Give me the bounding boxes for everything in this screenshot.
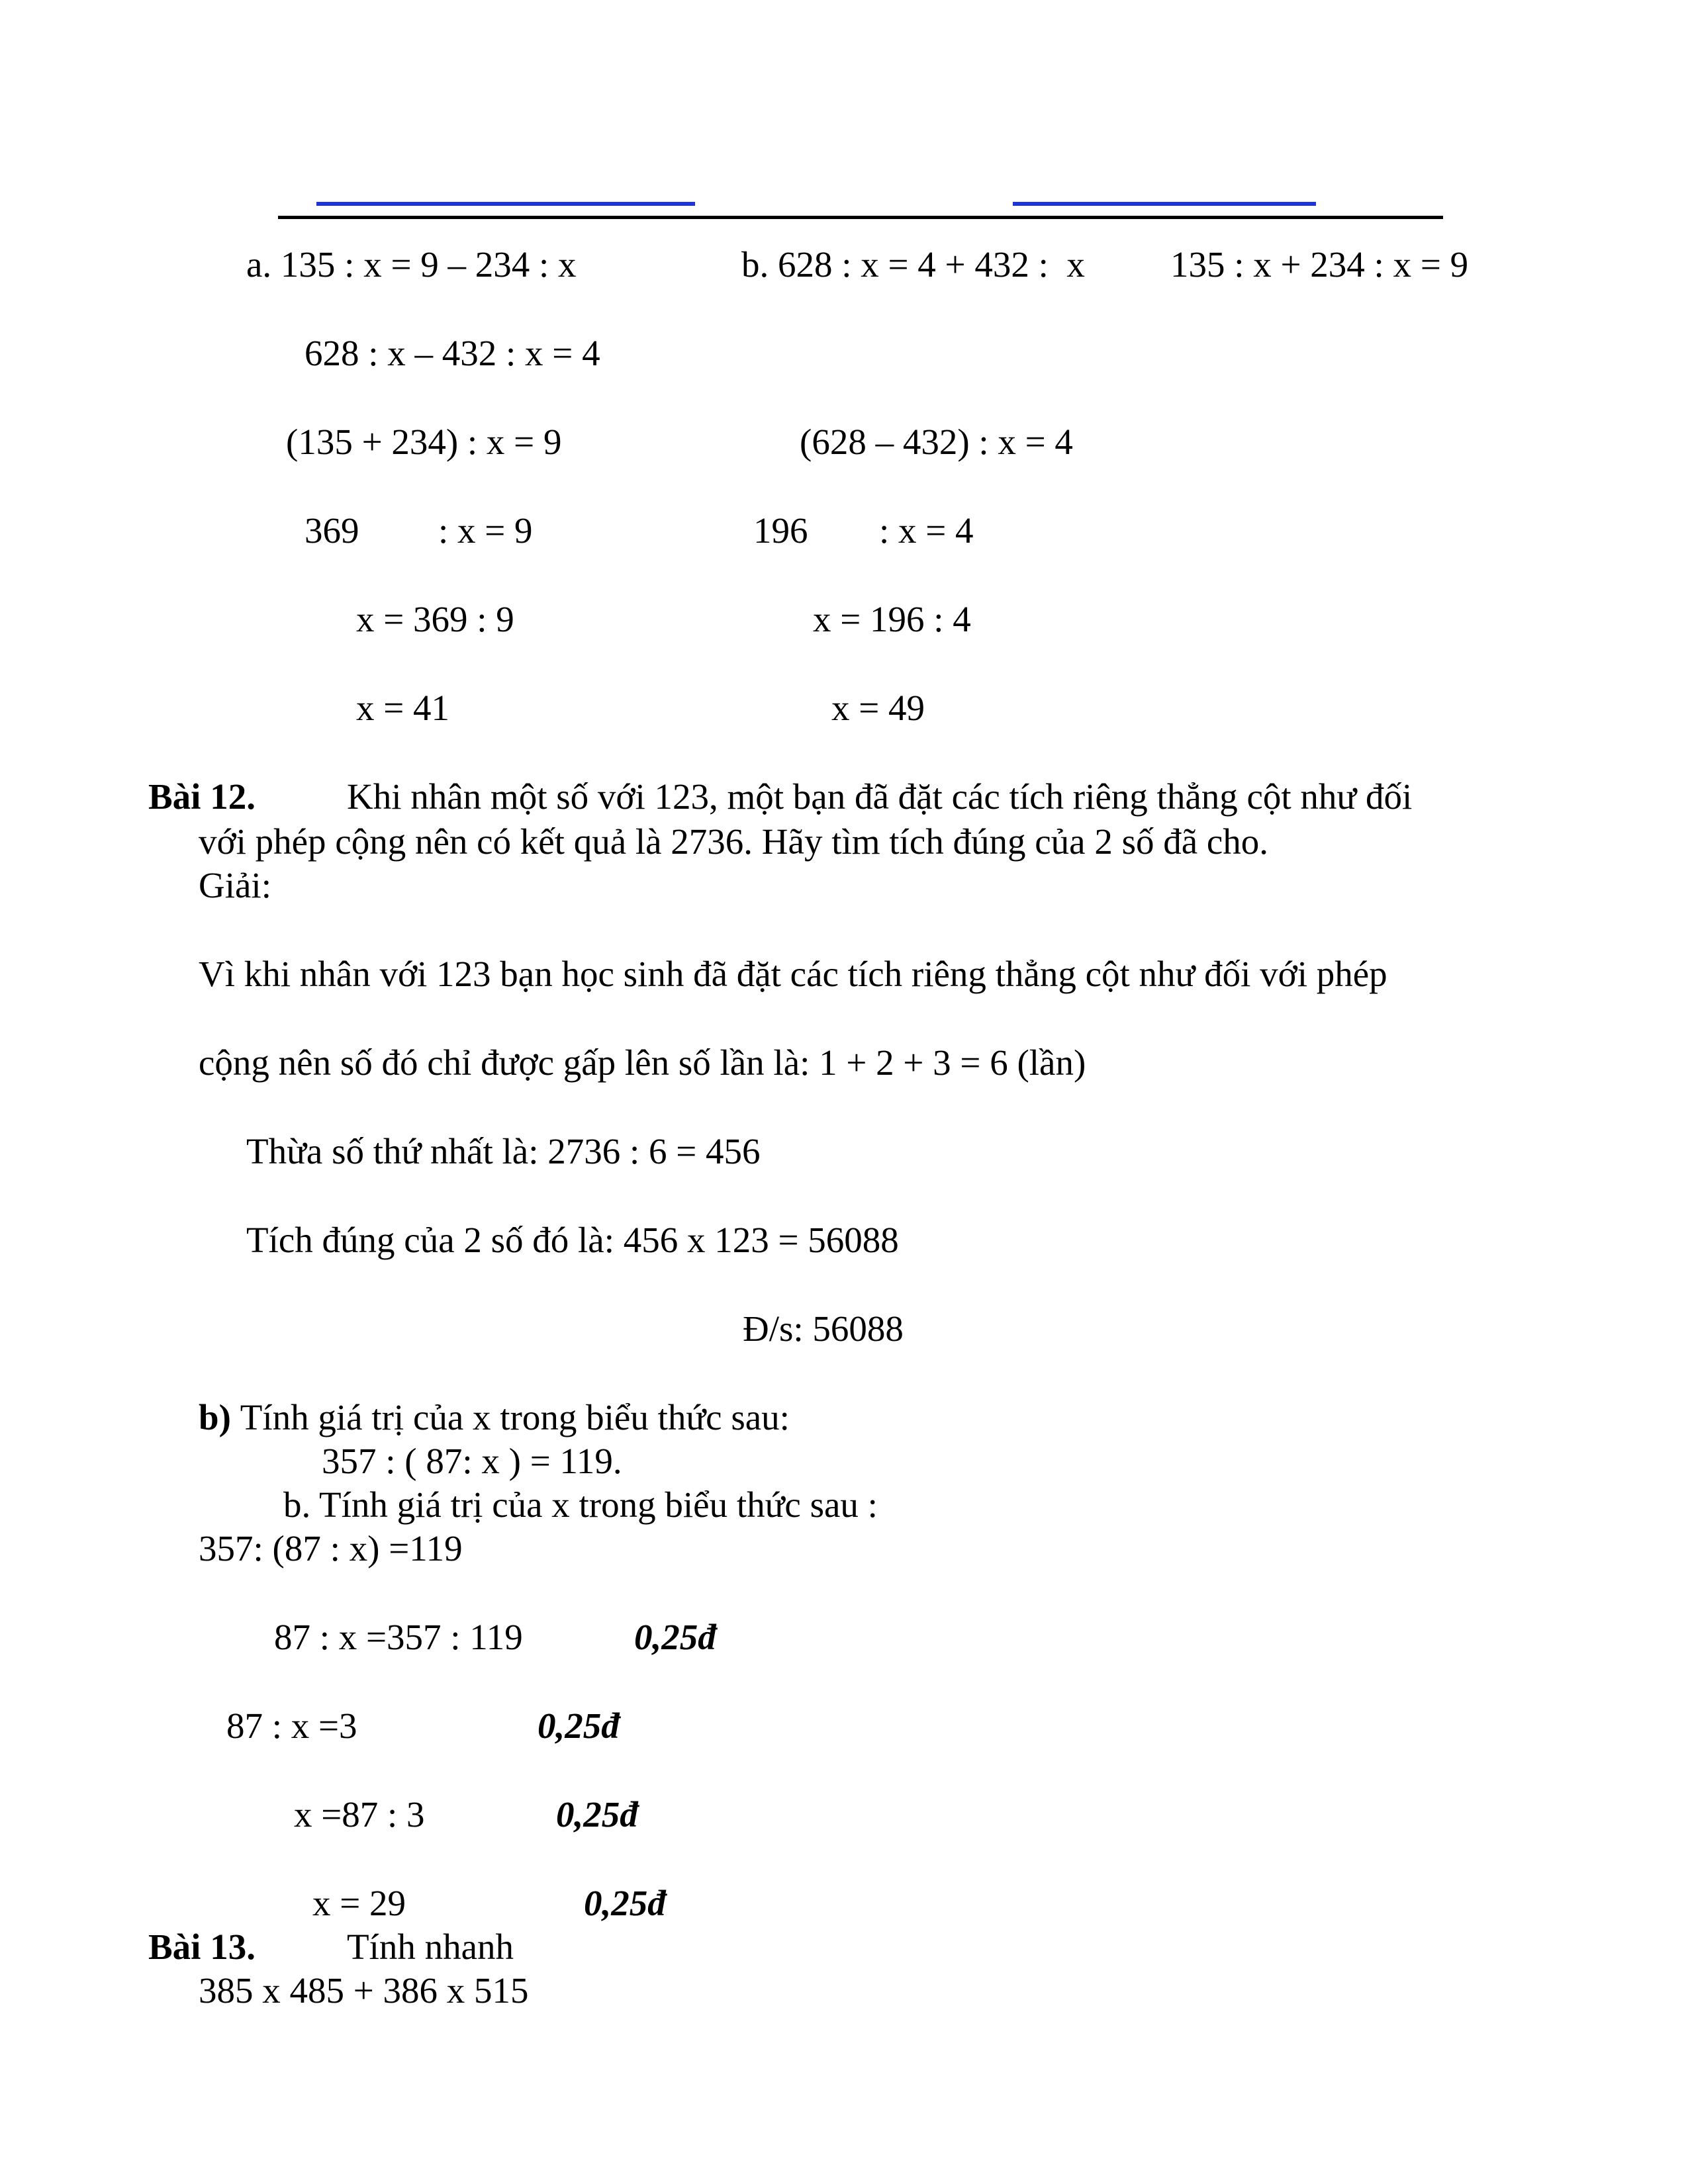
part-b-step1: 87 : x =357 : 119 [274,1617,523,1657]
header-link-right[interactable] [1013,202,1316,206]
ex11-a-equation: a. 135 : x = 9 – 234 : x [246,244,577,285]
ex13-expression: 385 x 485 + 386 x 515 [199,1970,529,2011]
part-b-step4-score: 0,25đ [584,1883,666,1923]
part-b-expression: 357 : ( 87: x ) = 119. [322,1441,622,1481]
ex13-title: Tính nhanh [347,1927,514,1967]
ex11-a-result: x = 41 [356,688,450,728]
part-b-step2-score: 0,25đ [538,1706,620,1746]
part-b-question: Tính giá trị của x trong biểu thức sau: [232,1397,790,1437]
ex12-problem-line2: với phép cộng nên có kết quả là 2736. Hãy tìm tích đúng của 2 số đã cho. [199,821,1269,862]
ex11-b-step2-rest: : x = 4 [879,510,974,551]
ex12-solution-line1: Vì khi nhân với 123 bạn học sinh đã đặt các tích riêng thẳng cột như đối với phép [199,954,1387,994]
ex11-b-step1: (628 – 432) : x = 4 [800,422,1073,462]
part-b-step2: 87 : x =3 [226,1706,357,1746]
ex11-a-step2-rest: : x = 9 [438,510,533,551]
ex11-b-step3: x = 196 : 4 [813,599,971,639]
part-b-expression-2: 357: (87 : x) =119 [199,1528,463,1569]
ex11-a-step1: (135 + 234) : x = 9 [286,422,562,462]
part-b-question-2: b. Tính giá trị của x trong biểu thức sau : [283,1484,878,1525]
ex11-a-step3: x = 369 : 9 [356,599,514,639]
part-b-step3: x =87 : 3 [294,1794,425,1835]
ex12-solution-line3: Thừa số thứ nhất là: 2736 : 6 = 456 [246,1131,761,1171]
header-link-left[interactable] [316,202,695,206]
ex12-problem-line1: Khi nhân một số với 123, một bạn đã đặt các tích riêng thẳng cột như đối [347,776,1413,817]
part-b-step1-score: 0,25đ [634,1617,716,1657]
ex12-solution-line4: Tích đúng của 2 số đó là: 456 x 123 = 56088 [246,1220,899,1260]
part-b-label: b) [199,1397,231,1437]
ex13-label: Bài 13. [148,1927,256,1967]
ex11-b-rewrite: 628 : x – 432 : x = 4 [305,333,600,373]
ex12-label: Bài 12. [148,776,256,817]
ex12-answer: Đ/s: 56088 [743,1308,904,1349]
part-b-step3-score: 0,25đ [556,1794,638,1835]
ex11-a-step2-number: 369 [305,510,359,551]
ex11-b-equation: b. 628 : x = 4 + 432 : x [741,244,1085,285]
ex11-c-equation: 135 : x + 234 : x = 9 [1170,244,1469,285]
ex12-solution-label: Giải: [199,865,271,905]
header-rule [278,216,1443,219]
ex12-solution-line2: cộng nên số đó chỉ được gấp lên số lần là: 1 + 2 + 3 = 6 (lần) [199,1042,1086,1083]
ex11-b-step2-number: 196 [753,510,808,551]
ex11-b-result: x = 49 [831,688,925,728]
part-b-step4: x = 29 [312,1883,406,1923]
